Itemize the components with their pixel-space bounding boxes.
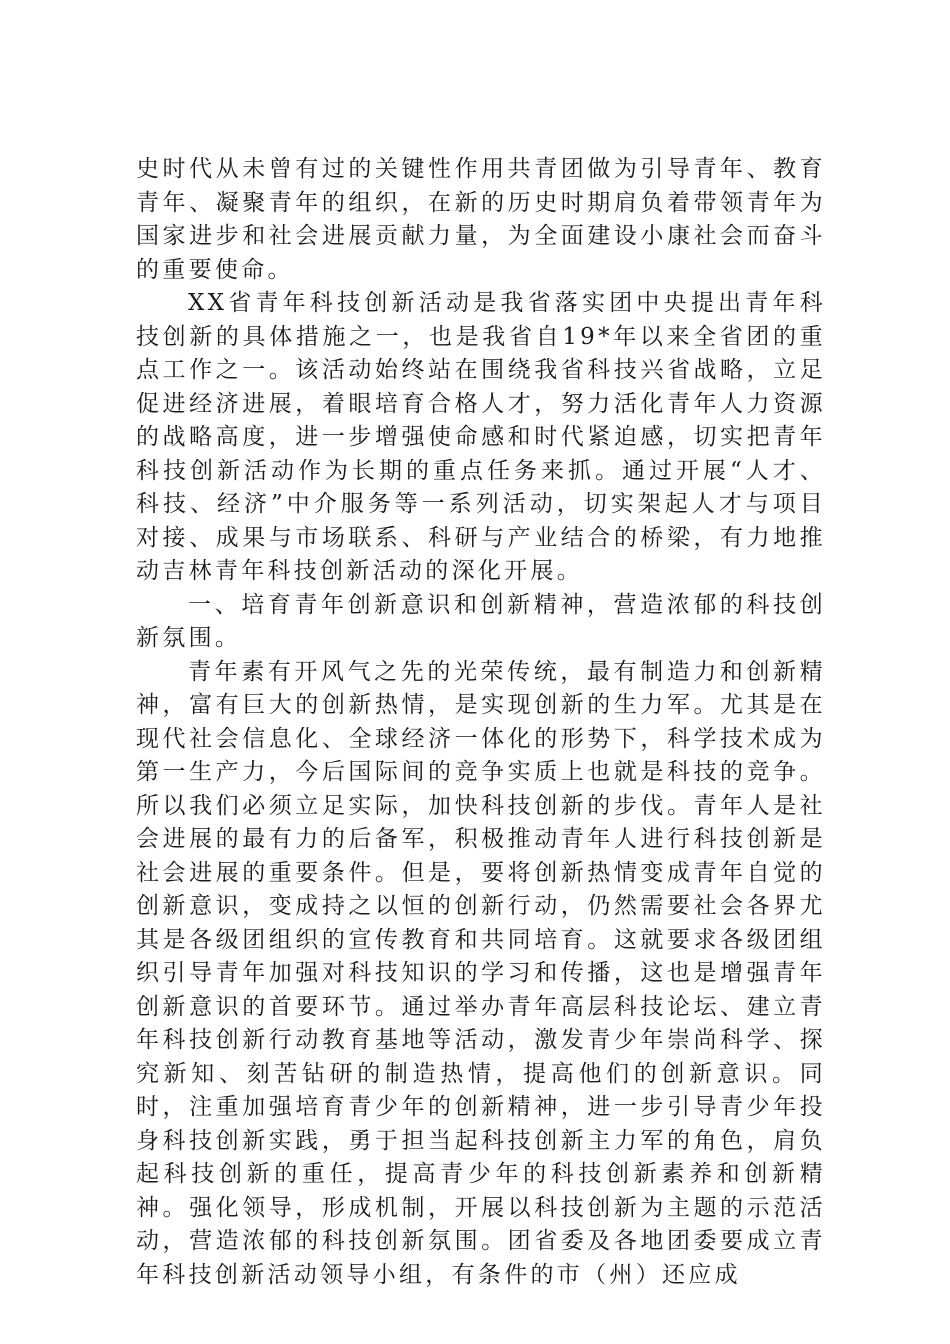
document-body — [136, 153, 826, 1292]
section-heading-one: 一、培育青年创新意识和创新精神，营造浓郁的科技创新氛围。 — [136, 591, 826, 651]
paragraph-youth-innovation-activity: XX省青年科技创新活动是我省落实团中央提出青年科技创新的具体措施之一，也是我省自19*年以来全省团的重点工作之一。该活动始终站在围绕我省科技兴省战略，立足促进经济进展，着眼培育合格人才，努力活化青年人力资源的战略高度，进一步增强使命感和时代紧迫感，切实把青年科技创新活动作为长期的重点任务来抓。通过开展“人才、科技、经济”中介服务等一系列活动，切实架起人才与项目对接、成果与市场联系、科研与产业结合的桥梁，有力地推动吉林青年科技创新活动的深化开展。 — [136, 290, 826, 584]
paragraph-continuation: 史时代从未曾有过的关键性作用共青团做为引导青年、教育青年、凝聚青年的组织，在新的历史时期肩负着带领青年为国家进步和社会进展贡献力量，为全面建设小康社会而奋斗的重要使命。 — [136, 156, 826, 283]
paragraph-youth-creativity: 青年素有开风气之先的光荣传统，最有制造力和创新精神，富有巨大的创新热情，是实现创新的生力军。尤其是在现代社会信息化、全球经济一体化的形势下，科学技术成为第一生产力，今后国际间的竞争实质上也就是科技的竞争。所以我们必须立足实际，加快科技创新的步伐。青年人是社会进展的最有力的后备军，积极推动青年人进行科技创新是社会进展的重要条件。但是，要将创新热情变成青年自觉的创新意识，变成持之以恒的创新行动，仍然需要社会各界尤其是各级团组织的宣传教育和共同培育。这就要求各级团组织引导青年加强对科技知识的学习和传播，这也是增强青年创新意识的首要环节。通过举办青年高层科技论坛、建立青年科技创新行动教育基地等活动，激发青少年崇尚科学、探究新知、刻苦钻研的制造热情，提高他们的创新意识。同时，注重加强培育青少年的创新精神，进一步引导青少年投身科技创新实践，勇于担当起科技创新主力军的角色，肩负起科技创新的重任，提高青少年的科技创新素养和创新精神。强化领导，形成机制，开展以科技创新为主题的示范活动，营造浓郁的科技创新氛围。团省委及各地团委要成立青年科技创新活动领导小组，有条件的市（州）还应成 — [136, 658, 826, 1288]
